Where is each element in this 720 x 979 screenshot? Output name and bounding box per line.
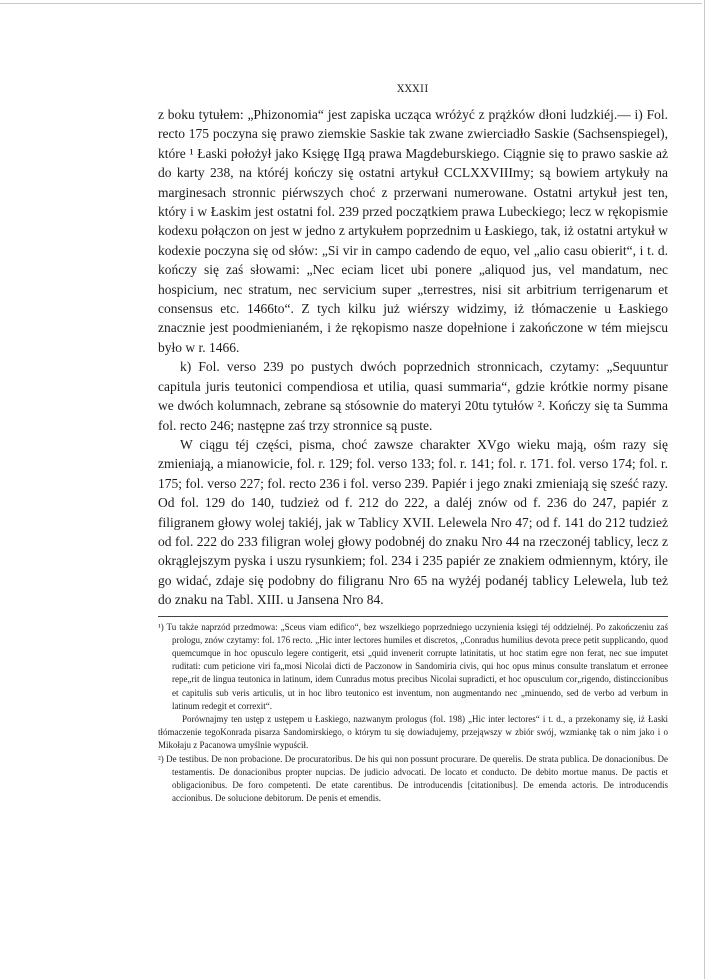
footnote-1-continuation: Porównajmy ten ustęp z ustępem u Łaskiego, nazwanym prologus (fol. 198) „Hic inter lectores“ i t. d., a przekonamy się, iż Łaski tłómaczenie tegoKonrada pisarza Sandomirskiego, o którym tu się dowiadujemy, przejąwszy w zbiór swój, wzmiankę tak o nim jako i o Mikołaju z Pacanowa umyślnie wypuścił. <box>158 713 668 751</box>
document-page <box>158 84 668 805</box>
footnote-2: ²) De testibus. De non probacione. De procuratoribus. De his qui non possunt procurare. De querelis. De strata publica. De donacionibus. De testamentis. De donacionibus propter nupcias. De judicio advocati. De locato et conducto. De debito mortue manus. De pactis et obligacionibus. De foro competenti. De etate carentibus. De introducendis [citationibus]. De emenda actoris. De introducendis accionibus. De solucione debitorum. De penis et emendis. <box>158 753 668 804</box>
scan-edge-right <box>704 0 705 979</box>
scan-edge-top <box>0 3 702 4</box>
paragraph-pisma: W ciągu téj części, pisma, choć zawsze charakter XVgo wieku mają, ośm razy się zmieniają, a mianowicie, fol. r. 129; fol. verso 133; fol. r. 141; fol. r. 171. fol. verso 174; fol. r. 175; fol. verso 227; fol. recto 236 i fol. verso 239. Papiér i jego znaki zmieniają się sześć razy. Od fol. 129 do 140, tudzież od f. 212 do 222, a daléj znów od f. 236 do 247, papiér z filigranem głowy wolej takiéj, jak w Tablicy XVII. Lelewela Nro 47; od f. 141 do 212 tudzież od fol. 222 do 233 filigran wolej głowy podobnéj do znaku Nro 44 na rzeczonéj tablicy, lecz z okrąglejszym pyska i uszu rysunkiem; fol. 234 i 235 papiér ze znakiem odmiennym, który, ile go widać, zdaje się podobny do filigranu Nro 65 na wyżéj podanéj tablicy Lelewela, lub też do znaku na Tabl. XIII. u Jansena Nro 84. <box>158 436 668 608</box>
paragraph-k: k) Fol. verso 239 po pustych dwóch poprzednich stronnicach, czytamy: „Sequuntur capitula juris teutonici compendiosa et utilia, quasi summaria“, gdzie krótkie normy pisane we dwóch kolumnach, zebrane są stósownie do materyi 20tu tytułów ². Kończy się ta Summa fol. recto 246; następne zaś trzy stronnice są puste. <box>158 359 668 433</box>
main-text <box>158 105 668 610</box>
page-number: XXXII <box>397 84 429 95</box>
footnotes <box>158 621 668 806</box>
footnote-divider <box>158 616 668 617</box>
footnote-1: ¹) Tu także naprzód przedmowa: „Sceus viam edifico“, bez wszelkiego poprzedniego uczynienia księgi téj oddzielnéj. Po zakończeniu zaś prologu, znów czytamy: fol. 176 recto. „Hic inter lectores humiles et discretos, „Conradus humilius devota prece petit supplicando, quod quemcumque in hoc opusculo legere contigerit, etsi „quid invenerit corrupte latinitatis, ut hoc statim egre non ferat, nec sue imputet ruditati: cum peticione viri fa„mosi Nicolai dicti de Paczonow in Sandomiria civis, qui hoc opus minus consulte translatum et erronee repe„rit de lingua teutonica in latinum, idem Cunradus motus precibus Nicolai supradicti, et hoc opusculum cor„rigendo, distinccionibus et capitulis sub veris articulis, ut in hoc libro teutonico est inventum, non augmentando nec „minuendo, sed de verbo ad verbum in latinum redegit et correxit“. <box>158 621 668 711</box>
paragraph-continued: z boku tytułem: „Phizonomia“ jest zapiska ucząca wróżyć z prążków dłoni ludzkiéj.— i) Fol. recto 175 poczyna się prawo ziemskie Saskie tak zwane zwierciadło Saskie (Sachsenspiegel), które ¹ Łaski położył jako Księgę IIgą prawa Magdeburskiego. Ciągnie się to prawo saskie aż do karty 238, na któréj kończy się ostatni artykuł CCLXXVIIImy; są bowiem artykuły na marginesach stronnic piérwszych choć z przerwani numerowane. Ostatni artykuł jest ten, który i w Łaskim jest ostatni fol. 239 przed początkiem prawa Lubeckiego; lecz w rękopismie kodexu połączon on jest w jedno z artykułem poprzednim u Łaskiego, tak, iż ostatni artykuł w kodexie poczyna się od słów: „Si vir in campo cadendo de equo, vel „alio casu obierit“, i t. d. kończy się zaś słowami: „Nec eciam licet ubi ponere „aliquod jus, vel mandatum, nec hospicium, nec stratum, nec servicium super „terrestres, nisi sit arbitrium terrigenarum et consensus etc. 1466to“. Z tych kilku już wiérszy widzimy, iż tłómaczenie u Łaskiego znacznie jest poodmienianém, i że rękopismo nasze dopełnione i zakończone w tém miejscu było w r. 1466. <box>158 107 668 355</box>
